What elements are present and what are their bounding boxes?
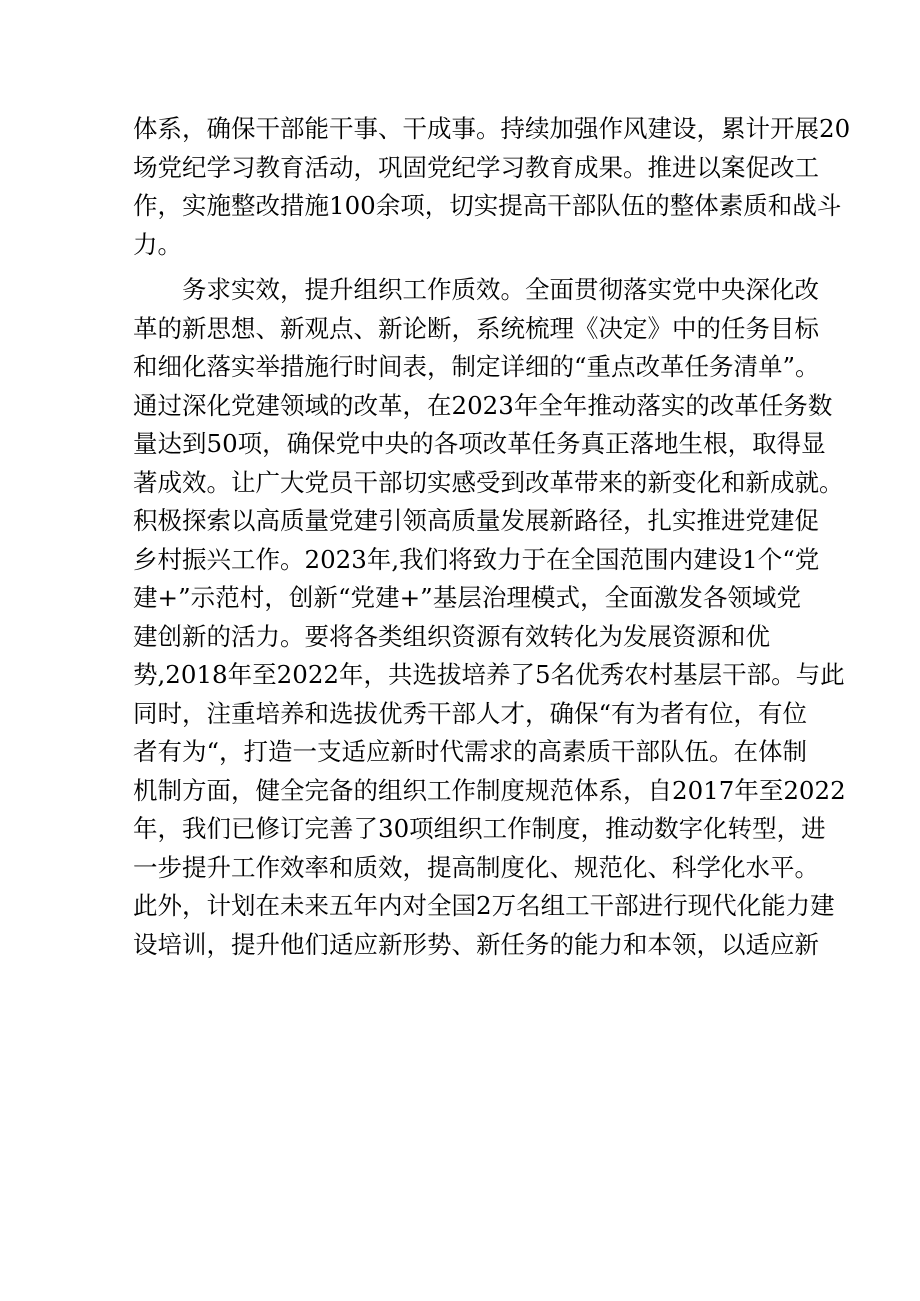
paragraph-line: 建创新的活力。要将各类组织资源有效转化为发展资源和优 bbox=[133, 621, 770, 651]
paragraph-line: 势,2018年至2022年，共选拔培养了5名优秀农村基层干部。与此 bbox=[133, 660, 845, 689]
paragraph-line: 力。 bbox=[133, 229, 182, 259]
paragraph-line: 乡村振兴工作。2023年,我们将致力于在全国范围内建设1个“党 bbox=[133, 544, 820, 574]
document-body bbox=[133, 110, 851, 964]
paragraph-line: 同时，注重培养和选拔优秀干部人才，确保“有为者有位，有位 bbox=[133, 698, 808, 728]
paragraph-line: 务求实效，提升组织工作质效。全面贯彻落实党中央深化改 bbox=[182, 275, 819, 304]
paragraph-line: 建+”示范村，创新“党建+”基层治理模式，全面激发各领域党 bbox=[133, 583, 801, 612]
paragraph-line: 年，我们已修订完善了30项组织工作制度，推动数字化转型，进 bbox=[133, 814, 826, 843]
paragraph-line: 设培训，提升他们适应新形势、新任务的能力和本领，以适应新 bbox=[133, 929, 819, 959]
paragraph-line: 量达到50项，确保党中央的各项改革任务真正落地生根，取得显 bbox=[133, 429, 826, 458]
paragraph-2 bbox=[133, 271, 846, 964]
paragraph-line: 场党纪学习教育活动，巩固党纪学习教育成果。推进以案促改工 bbox=[133, 152, 819, 182]
paragraph-line: 机制方面，健全完备的组织工作制度规范体系，自2017年至2022 bbox=[133, 775, 846, 805]
paragraph-line: 者有为“，打造一支适应新时代需求的高素质干部队伍。在体制 bbox=[133, 737, 808, 766]
paragraph-line: 通过深化党建领域的改革，在2023年全年推动落实的改革任务数 bbox=[133, 390, 833, 420]
paragraph-line: 此外，计划在未来五年内对全国2万名组工干部进行现代化能力建 bbox=[133, 891, 835, 920]
paragraph-line: 作，实施整改措施100余项，切实提高干部队伍的整体素质和战斗 bbox=[133, 191, 842, 220]
paragraph-line: 和细化落实举措施行时间表，制定详细的“重点改革任务清单”。 bbox=[133, 352, 820, 381]
paragraph-line: 革的新思想、新观点、新论断，系统梳理《决定》中的任务目标 bbox=[133, 313, 819, 343]
paragraph-line: 一步提升工作效率和质效，提高制度化、规范化、科学化水平。 bbox=[133, 852, 819, 882]
paragraph-line: 著成效。让广大党员干部切实感受到改革带来的新变化和新成就。 bbox=[133, 467, 844, 497]
paragraph-gap bbox=[133, 264, 801, 271]
paragraph-1 bbox=[133, 110, 851, 264]
paragraph-line: 体系，确保干部能干事、干成事。持续加强作风建设，累计开展20 bbox=[133, 114, 851, 143]
paragraph-line: 积极探索以高质量党建引领高质量发展新路径，扎实推进党建促 bbox=[133, 506, 819, 535]
